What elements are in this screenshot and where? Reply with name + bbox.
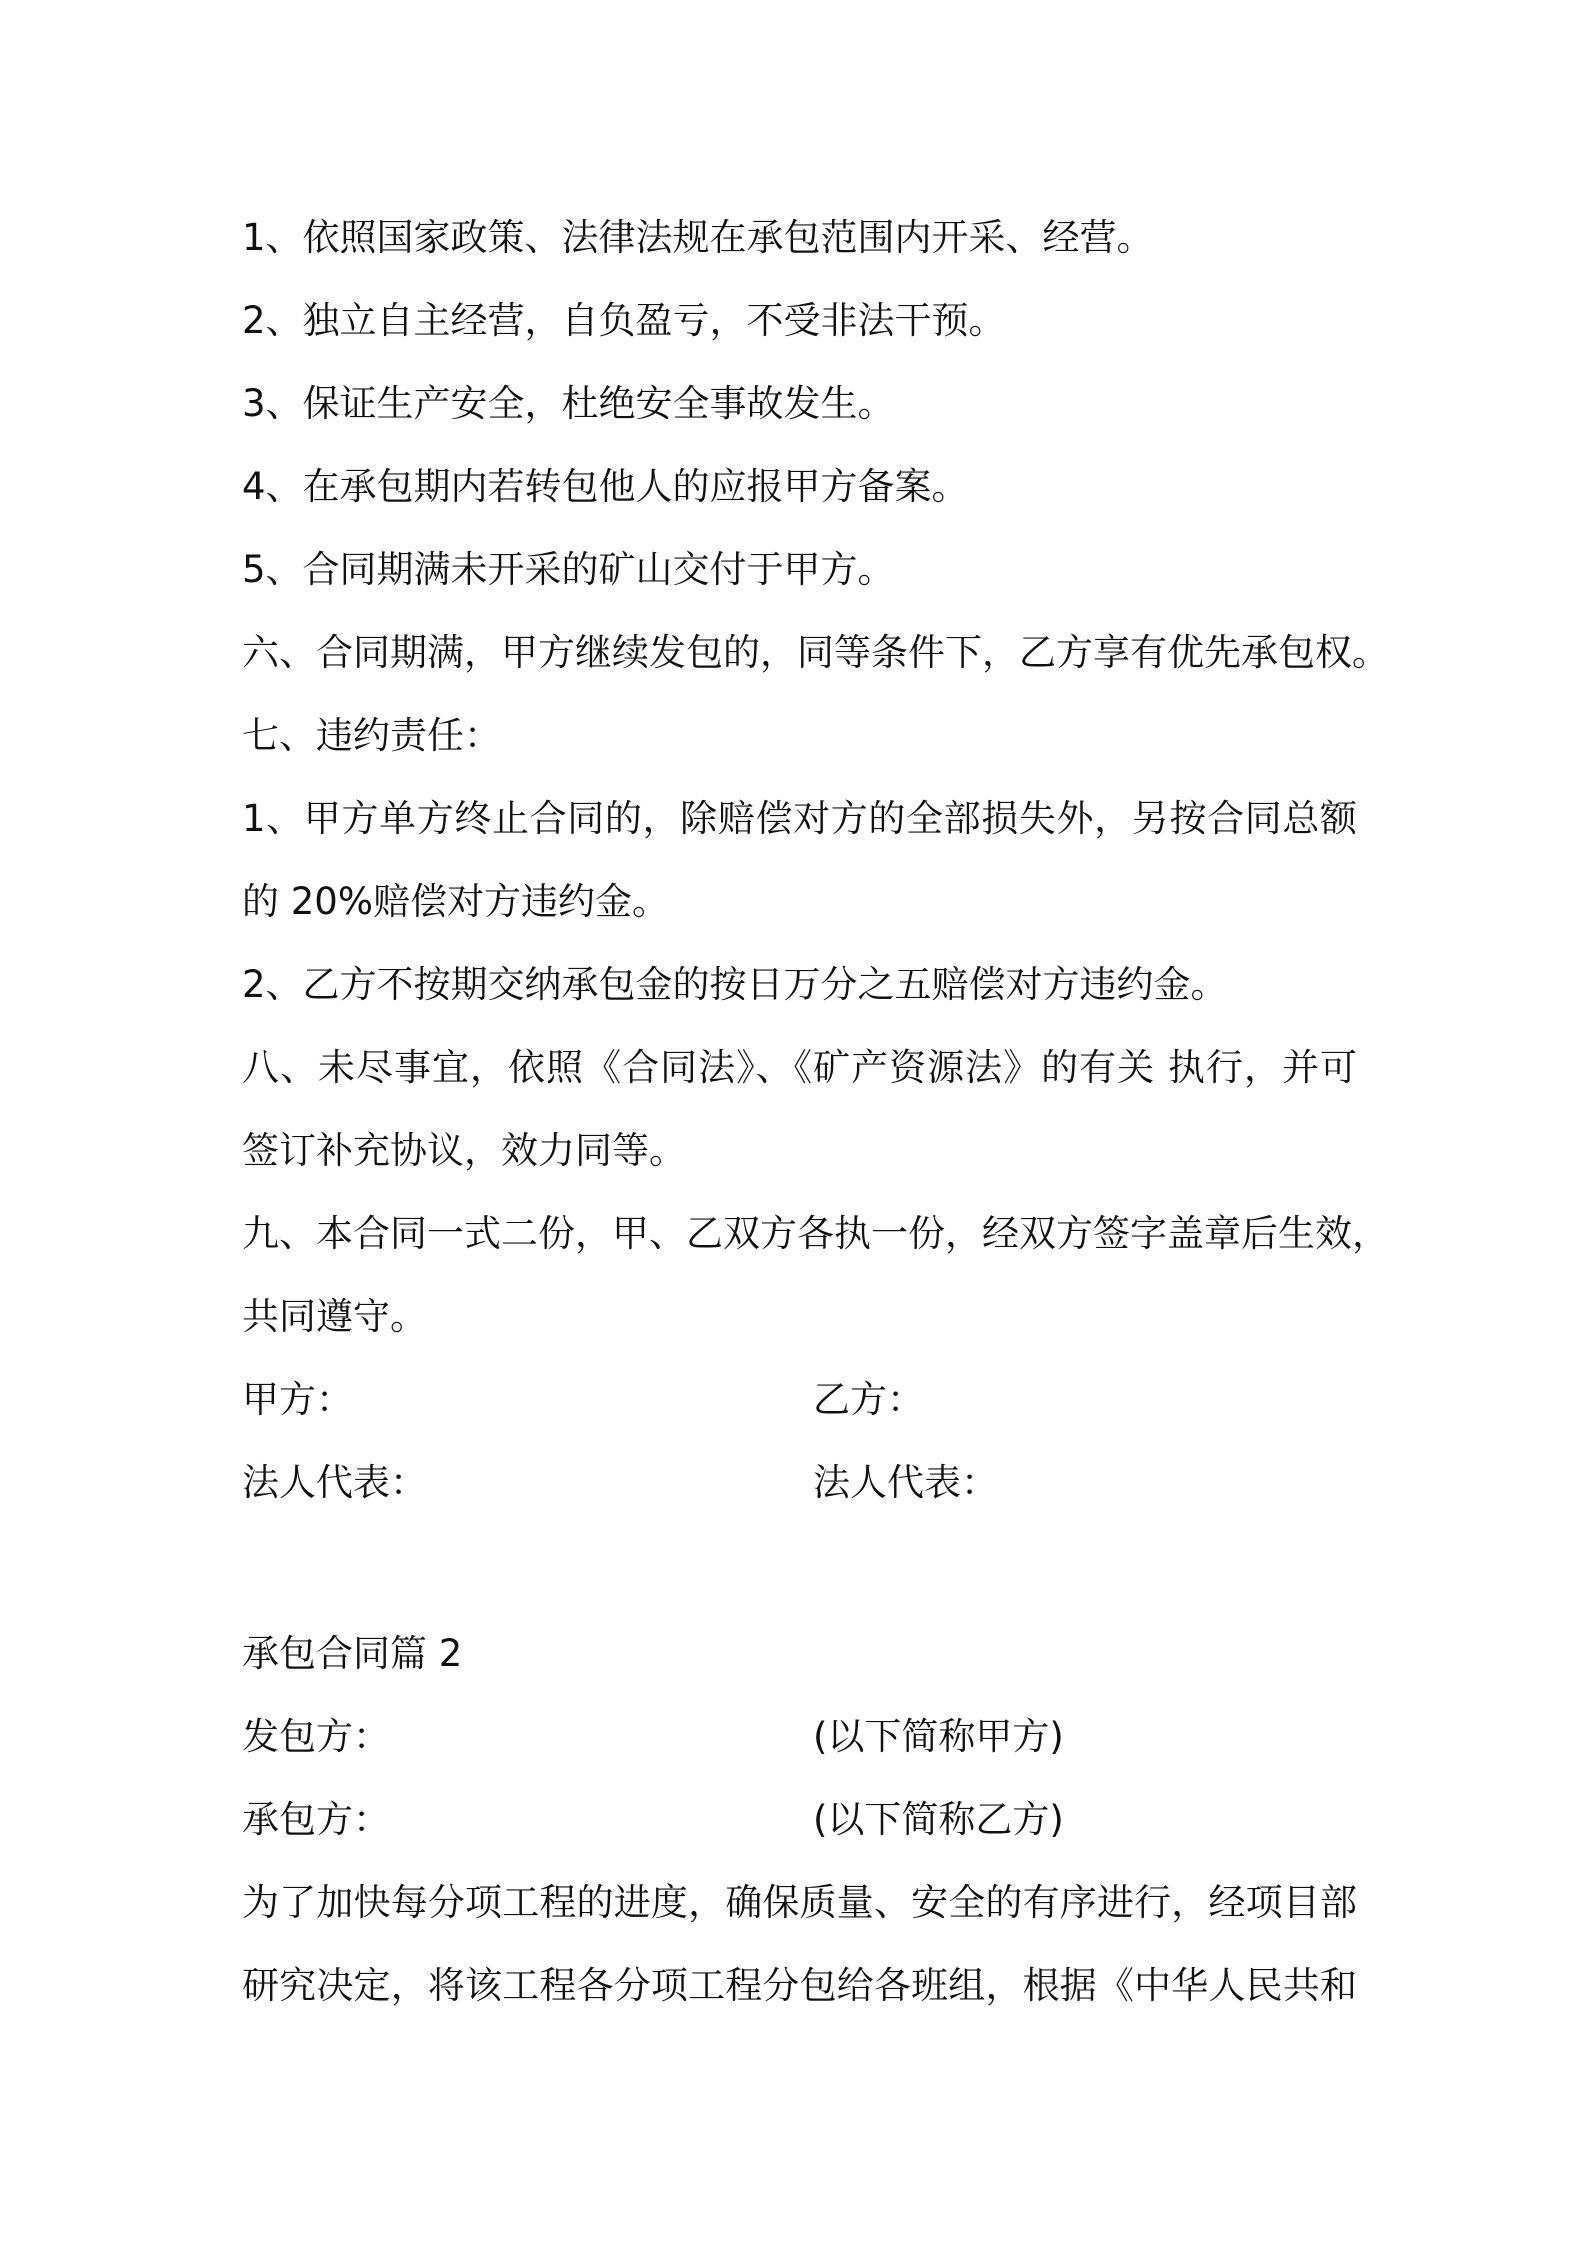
- clause-line-5: 5、合同期满未开采的矿山交付于甲方。: [242, 548, 895, 591]
- party-b-representative-label: 法人代表：: [813, 1461, 998, 1504]
- clause-eight-line-1: 八、未尽事宜，依照《合同法》、《矿产资源法》的有关 执行，并可: [242, 1046, 1357, 1089]
- clause-line-3: 3、保证生产安全，杜绝安全事故发生。: [242, 382, 895, 425]
- signature-representative-row: [242, 1441, 1362, 1524]
- clause-seven-item-1-line-1: 1、甲方单方终止合同的，除赔偿对方的全部损失外，另按合同总额: [242, 797, 1357, 840]
- clause-seven-item-1-line-2: 的 20%赔偿对方违约金。: [242, 880, 669, 923]
- contractor-row: [242, 1778, 1362, 1861]
- section-2-heading: 承包合同篇 2: [242, 1632, 463, 1675]
- contractor-label: 承包方：: [242, 1798, 390, 1841]
- clause-six: 六、合同期满，甲方继续发包的，同等条件下，乙方享有优先承包权。: [242, 631, 1389, 674]
- section-2-body-line-1: 为了加快每分项工程的进度，确保质量、安全的有序进行，经项目部: [242, 1881, 1357, 1924]
- clause-seven-heading: 七、违约责任：: [242, 714, 501, 757]
- section-2-body-line-2: 研究决定，将该工程各分项工程分包给各班组，根据《中华人民共和: [242, 1964, 1357, 2007]
- clause-eight-line-2: 签订补充协议，效力同等。: [242, 1129, 686, 1172]
- clause-line-2: 2、独立自主经营，自负盈亏，不受非法干预。: [242, 299, 1006, 342]
- clause-line-1: 1、依照国家政策、法律法规在承包范围内开采、经营。: [242, 216, 1154, 259]
- party-b-label: 乙方：: [813, 1378, 924, 1421]
- signature-parties-row: [242, 1358, 1362, 1441]
- contractor-note: (以下简称乙方): [813, 1798, 1064, 1841]
- document-body: [242, 196, 1389, 2027]
- issuer-row: [242, 1695, 1362, 1778]
- clause-seven-item-2: 2、乙方不按期交纳承包金的按日万分之五赔偿对方违约金。: [242, 963, 1228, 1006]
- issuer-label: 发包方：: [242, 1715, 390, 1758]
- clause-nine-line-1: 九、本合同一式二份，甲、乙双方各执一份，经双方签字盖章后生效，: [242, 1212, 1389, 1255]
- clause-line-4: 4、在承包期内若转包他人的应报甲方备案。: [242, 465, 969, 508]
- clause-nine-line-2: 共同遵守。: [242, 1295, 427, 1338]
- issuer-note: (以下简称甲方): [813, 1715, 1064, 1758]
- party-a-representative-label: 法人代表：: [242, 1461, 427, 1504]
- party-a-label: 甲方：: [242, 1378, 353, 1421]
- section-gap: [242, 1524, 1362, 1612]
